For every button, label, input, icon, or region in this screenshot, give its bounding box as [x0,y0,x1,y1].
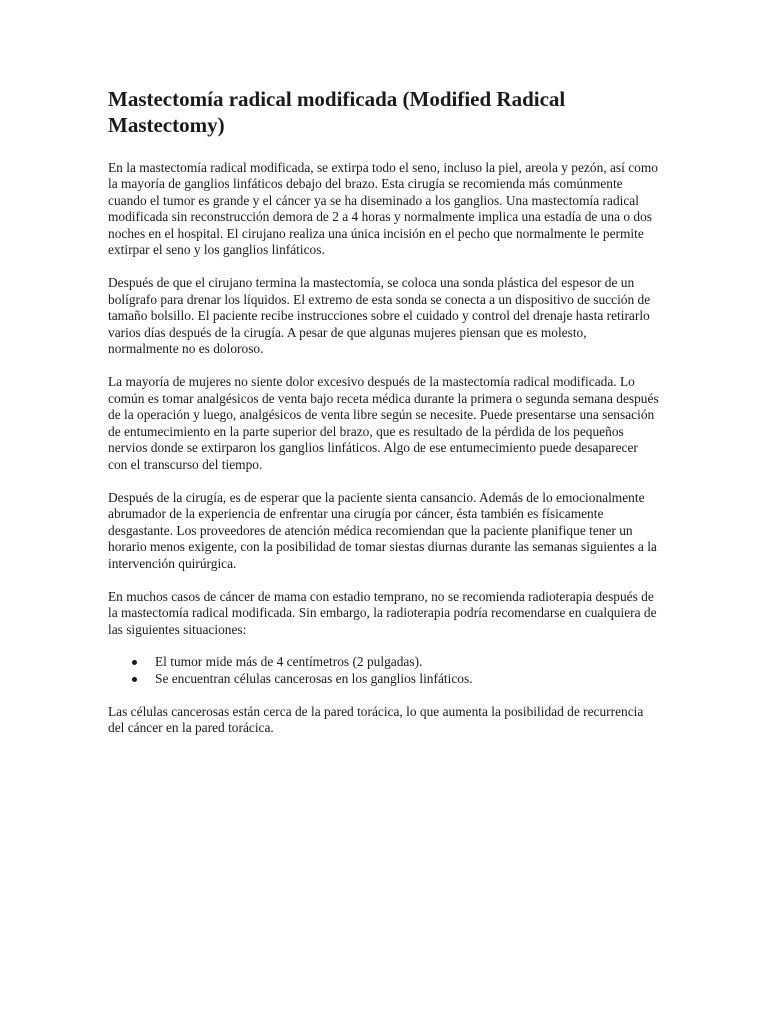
paragraph-1: En la mastectomía radical modificada, se extirpa todo el seno, incluso la piel, areola y pezón, así como la mayoría de ganglios linfáticos debajo del brazo. Esta cirugía se recomienda más comúnmente cuando el tumor es grande y el cáncer ya se ha diseminado a los ganglios. Una mastectomía radical modificada sin reconstrucción demora de 2 a 4 horas y normalmente implica una estadía de una o dos noches en el hospital. El cirujano realiza una única incisión en el pecho que normalmente le permite extirpar el seno y los ganglios linfáticos. [108,160,658,258]
paragraph-3: La mayoría de mujeres no siente dolor excesivo después de la mastectomía radical modificada. Lo común es tomar analgésicos de venta bajo receta médica durante la primera o segunda semana después de la operación y luego, analgésicos de venta libre según se necesite. Puede presentarse una sensación de entumecimiento en la parte superior del brazo, que es resultado de la pérdida de los pequeños nervios donde se extirparon los ganglios linfáticos. Algo de ese entumecimiento puede desaparecer con el transcurso del tiempo. [108,374,659,472]
list-item-text: El tumor mide más de 4 centímetros (2 pulgadas). [155,654,423,670]
document-page [108,86,660,754]
list-item [108,654,660,670]
paragraph-2: Después de que el cirujano termina la mastectomía, se coloca una sonda plástica del espesor de un bolígrafo para drenar los líquidos. El extremo de esta sonda se conecta a un dispositivo de succión de tamaño bolsillo. El paciente recibe instrucciones sobre el cuidado y control del drenaje hasta retirarlo varios días después de la cirugía. A pesar de que algunas mujeres piensan que es molesto, normalmente no es doloroso. [108,275,651,357]
bullet-icon [132,677,137,682]
list-item [108,671,660,687]
closing-paragraph: Las células cancerosas están cerca de la pared torácica, lo que aumenta la posibilidad de recurrencia del cáncer en la pared torácica. [108,703,644,736]
paragraph-4: Después de la cirugía, es de esperar que la paciente sienta cansancio. Además de lo emocionalmente abrumador de la experiencia de enfrentar una cirugía por cáncer, ésta también es físicamente desgastante. Los proveedores de atención médica recomiendan que la paciente planifique tener un horario menos exigente, con la posibilidad de tomar siestas diurnas durante las semanas siguientes a la intervención quirúrgica. [108,489,657,571]
list-item-text: Se encuentran células cancerosas en los ganglios linfáticos. [155,670,473,686]
document-title: Mastectomía radical modificada (Modified Radical Mastectomy) [108,87,566,137]
bullet-list [108,654,660,687]
paragraph-5: En muchos casos de cáncer de mama con estadio temprano, no se recomienda radioterapia después de la mastectomía radical modificada. Sin embargo, la radioterapia podría recomendarse en cualquiera de las siguientes situaciones: [108,588,657,637]
bullet-icon [132,660,137,665]
